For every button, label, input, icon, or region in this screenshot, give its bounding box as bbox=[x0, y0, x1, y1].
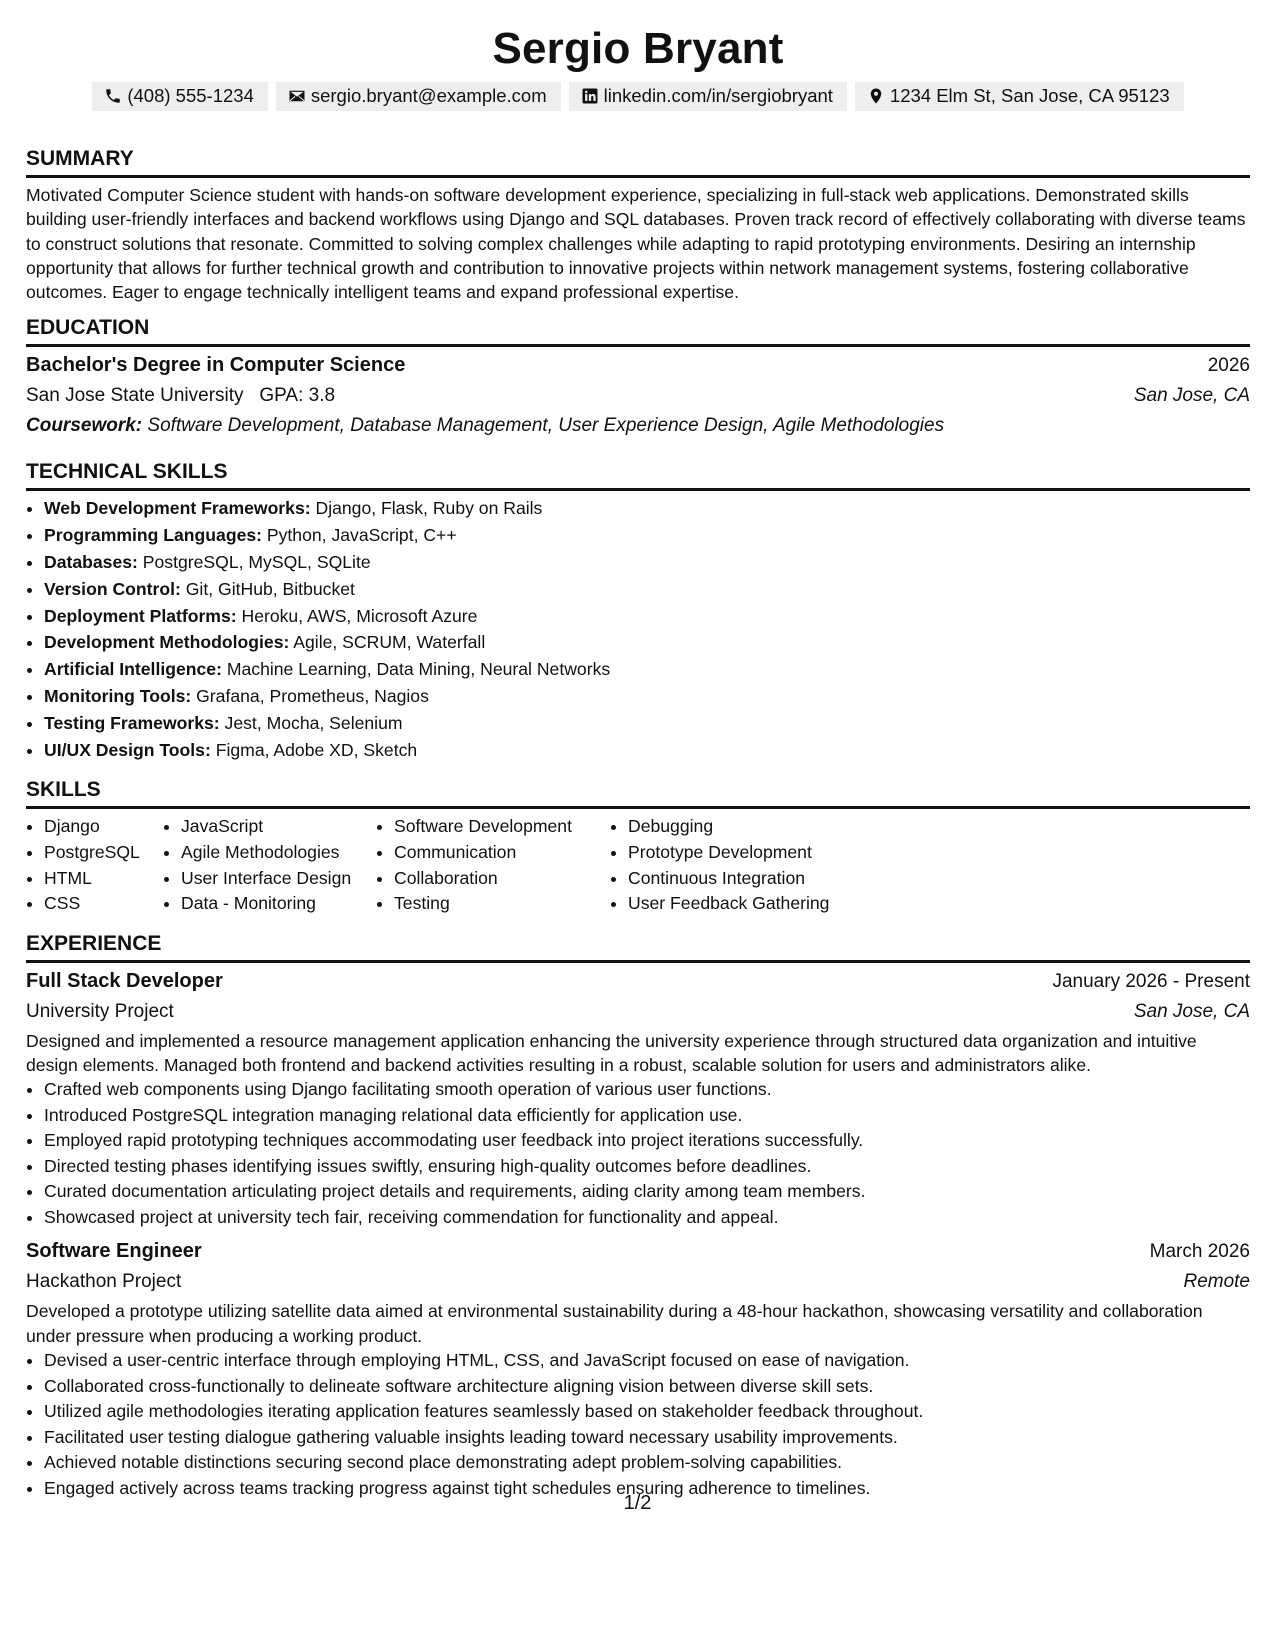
address-chip bbox=[855, 82, 1184, 111]
skill-values: Python, JavaScript, C++ bbox=[266, 525, 457, 546]
skill-category: Monitoring Tools: bbox=[44, 686, 192, 707]
list-item: • Prototype Development bbox=[628, 840, 888, 866]
skill-values: Figma, Adobe XD, Sketch bbox=[215, 739, 418, 760]
job-header-row bbox=[26, 1236, 1250, 1267]
coursework-label: Coursework: bbox=[26, 415, 143, 437]
list-item: • Engaged actively across teams tracking progress against tight schedules ensuring adherence to timelines. bbox=[44, 1476, 1250, 1502]
gpa: GPA: 3.8 bbox=[259, 385, 336, 407]
list-item: • Utilized agile methodologies iterating application features seamlessly based on stakeholder feedback throughout. bbox=[44, 1399, 1250, 1425]
map-pin-icon bbox=[867, 87, 885, 105]
skills-columns bbox=[26, 814, 1250, 916]
contact-bar bbox=[26, 82, 1250, 111]
school-name: San Jose State University bbox=[26, 385, 244, 407]
skill-category: UI/UX Design Tools: bbox=[44, 739, 211, 760]
school-row bbox=[26, 381, 1250, 411]
job-location: San Jose, CA bbox=[1133, 1000, 1250, 1022]
skill-category: Web Development Frameworks: bbox=[44, 498, 311, 519]
coursework-list: Software Development, Database Management, User Experience Design, Agile Methodologies bbox=[147, 415, 945, 437]
job-entry-2 bbox=[26, 1236, 1250, 1501]
list-item: • User Feedback Gathering bbox=[628, 891, 888, 917]
skill-values: Git, GitHub, Bitbucket bbox=[185, 578, 355, 599]
list-item: • Django bbox=[44, 814, 163, 840]
summary-heading: SUMMARY bbox=[26, 146, 1250, 178]
summary-text: Motivated Computer Science student with hands-on software development experience, specializing in full-stack web applications. Demonstrated skills building user-friendly interfaces and backend workflows using Django and SQL databases. Proven track record of effectively collaborating with diverse teams to construct solutions that resonate. Committed to solving complex challenges while adapting to rapid prototyping environments. Desiring an internship opportunity that allows for further technical growth and contribution to innovative projects within network management systems, fostering collaborative outcomes. Eager to engage technically intelligent teams and expand professional expertise. bbox=[26, 185, 1246, 303]
list-item: • Software Development bbox=[394, 814, 610, 840]
job-dates: January 2026 - Present bbox=[1052, 970, 1250, 992]
experience-heading: EXPERIENCE bbox=[26, 931, 1250, 963]
school-location: San Jose, CA bbox=[1133, 385, 1250, 407]
list-item: • Data - Monitoring bbox=[181, 891, 376, 917]
list-item bbox=[44, 629, 1250, 656]
list-item: • JavaScript bbox=[181, 814, 376, 840]
skill-category: Artificial Intelligence: bbox=[44, 659, 222, 680]
page-number: 1/2 bbox=[623, 1492, 652, 1514]
job-header-row bbox=[26, 966, 1250, 997]
list-item: • Communication bbox=[394, 840, 610, 866]
degree-title: Bachelor's Degree in Computer Science bbox=[26, 354, 406, 377]
job-entry-1 bbox=[26, 966, 1250, 1231]
summary-section bbox=[26, 146, 1250, 304]
education-heading: EDUCATION bbox=[26, 315, 1250, 347]
phone-chip bbox=[92, 82, 268, 111]
job-bullets bbox=[26, 1077, 1250, 1230]
skill-category: Deployment Platforms: bbox=[44, 605, 237, 626]
linkedin-icon bbox=[581, 87, 599, 105]
list-item: • HTML bbox=[44, 866, 163, 892]
list-item: • User Interface Design bbox=[181, 866, 376, 892]
list-item bbox=[44, 495, 1250, 522]
skill-values: Grafana, Prometheus, Nagios bbox=[196, 686, 429, 707]
skill-category: Databases: bbox=[44, 552, 138, 573]
list-item bbox=[44, 603, 1250, 630]
job-organization: Hackathon Project bbox=[26, 1271, 182, 1293]
email-text: sergio.bryant@example.com bbox=[310, 85, 547, 106]
list-item bbox=[44, 683, 1250, 710]
phone-icon bbox=[104, 87, 122, 105]
job-dates: March 2026 bbox=[1149, 1241, 1250, 1263]
job-title: Full Stack Developer bbox=[26, 969, 223, 992]
list-item: • Agile Methodologies bbox=[181, 840, 376, 866]
list-item: • Collaboration bbox=[394, 866, 610, 892]
job-org-row bbox=[26, 997, 1250, 1027]
skill-values: Django, Flask, Ruby on Rails bbox=[315, 498, 543, 519]
phone-text: (408) 555-1234 bbox=[127, 85, 254, 106]
list-item bbox=[44, 656, 1250, 683]
job-organization: University Project bbox=[26, 1000, 174, 1022]
technical-skills-heading: TECHNICAL SKILLS bbox=[26, 459, 1250, 491]
list-item: • Continuous Integration bbox=[628, 866, 888, 892]
skill-values: Agile, SCRUM, Waterfall bbox=[293, 632, 486, 653]
skills-column-4 bbox=[610, 814, 888, 916]
list-item: • Crafted web components using Django facilitating smooth operation of various user functions. bbox=[44, 1077, 1250, 1103]
email-chip[interactable] bbox=[276, 82, 561, 111]
list-item bbox=[44, 549, 1250, 576]
experience-section bbox=[26, 931, 1250, 1501]
job-org-row bbox=[26, 1267, 1250, 1297]
list-item: • Showcased project at university tech fair, receiving commendation for functionality and appeal. bbox=[44, 1205, 1250, 1231]
job-description: Developed a prototype utilizing satellite data aimed at environmental sustainability during a 48-hour hackathon, showcasing versatility and collaboration under pressure when producing a working product. bbox=[26, 1301, 1203, 1346]
candidate-name: Sergio Bryant bbox=[492, 24, 784, 73]
job-title: Software Engineer bbox=[26, 1240, 202, 1263]
skill-values: PostgreSQL, MySQL, SQLite bbox=[142, 552, 371, 573]
linkedin-text: linkedin.com/in/sergiobryant bbox=[603, 85, 833, 106]
list-item: • Collaborated cross-functionally to delineate software architecture aligning vision between diverse skill sets. bbox=[44, 1374, 1250, 1400]
skill-category: Testing Frameworks: bbox=[44, 712, 220, 733]
skill-values: Heroku, AWS, Microsoft Azure bbox=[241, 605, 478, 626]
skills-heading: SKILLS bbox=[26, 777, 1250, 809]
technical-skills-list bbox=[26, 495, 1250, 763]
skill-category: Version Control: bbox=[44, 578, 181, 599]
coursework-line bbox=[26, 411, 1250, 441]
job-bullets bbox=[26, 1348, 1250, 1501]
skill-category: Development Methodologies: bbox=[44, 632, 290, 653]
resume-page bbox=[26, 0, 1250, 1501]
skills-column-1 bbox=[26, 814, 163, 916]
skill-values: Jest, Mocha, Selenium bbox=[224, 712, 403, 733]
list-item: • Employed rapid prototyping techniques accommodating user feedback into project iterations successfully. bbox=[44, 1128, 1250, 1154]
skill-category: Programming Languages: bbox=[44, 525, 262, 546]
technical-skills-section bbox=[26, 459, 1250, 763]
envelope-icon bbox=[288, 87, 306, 105]
list-item: • Devised a user-centric interface through employing HTML, CSS, and JavaScript focused on ease of navigation. bbox=[44, 1348, 1250, 1374]
list-item: • Directed testing phases identifying issues swiftly, ensuring high-quality outcomes before deadlines. bbox=[44, 1154, 1250, 1180]
list-item bbox=[44, 522, 1250, 549]
list-item: • PostgreSQL bbox=[44, 840, 163, 866]
skills-column-3 bbox=[376, 814, 610, 916]
skills-column-2 bbox=[163, 814, 376, 916]
school-info bbox=[26, 381, 335, 411]
list-item: • Debugging bbox=[628, 814, 888, 840]
list-item bbox=[44, 576, 1250, 603]
job-description: Designed and implemented a resource management application enhancing the university experience through structured data organization and intuitive design elements. Managed both frontend and backend activities resulting in a robust, scalable solution for users and administrators alike. bbox=[26, 1030, 1197, 1076]
list-item: • CSS bbox=[44, 891, 163, 917]
list-item: • Facilitated user testing dialogue gathering valuable insights leading toward necessary usability improvements. bbox=[44, 1425, 1250, 1451]
list-item: • Testing bbox=[394, 891, 610, 917]
list-item: • Curated documentation articulating project details and requirements, aiding clarity among team members. bbox=[44, 1179, 1250, 1205]
education-section bbox=[26, 315, 1250, 441]
list-item bbox=[44, 710, 1250, 737]
address-text: 1234 Elm St, San Jose, CA 95123 bbox=[889, 85, 1170, 106]
skills-section bbox=[26, 777, 1250, 916]
linkedin-chip[interactable] bbox=[569, 82, 847, 111]
list-item: • Achieved notable distinctions securing second place demonstrating adept problem-solving capabilities. bbox=[44, 1450, 1250, 1476]
list-item bbox=[44, 737, 1250, 764]
graduation-year: 2026 bbox=[1207, 355, 1250, 377]
skill-values: Machine Learning, Data Mining, Neural Networks bbox=[226, 659, 611, 680]
list-item: • Introduced PostgreSQL integration managing relational data efficiently for application use. bbox=[44, 1103, 1250, 1129]
degree-row bbox=[26, 350, 1250, 381]
job-location: Remote bbox=[1183, 1271, 1250, 1293]
